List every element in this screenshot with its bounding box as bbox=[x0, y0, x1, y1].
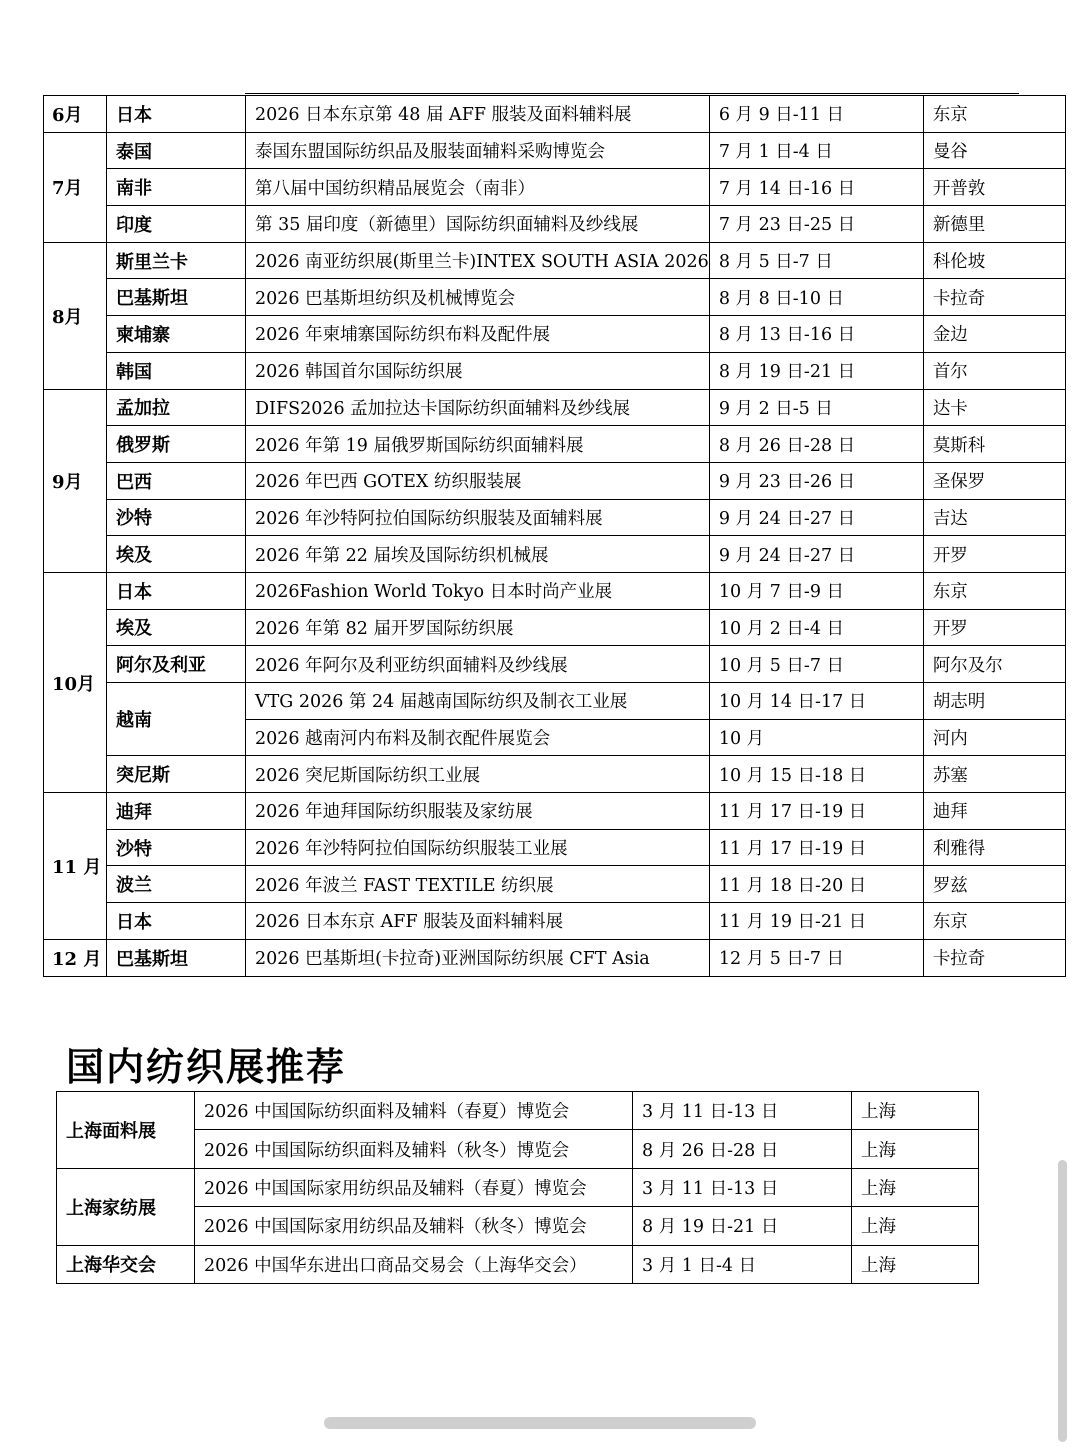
table-row bbox=[44, 389, 1066, 426]
country-cell: 泰国 bbox=[107, 132, 246, 169]
country-cell: 南非 bbox=[107, 169, 246, 206]
exhibition-name-cell: 2026 巴基斯坦(卡拉奇)亚洲国际纺织展 CFT Asia bbox=[246, 939, 710, 976]
country-cell: 巴基斯坦 bbox=[107, 279, 246, 316]
table-row bbox=[44, 609, 1066, 646]
table-row bbox=[44, 426, 1066, 463]
date-cell: 7 月 1 日-4 日 bbox=[709, 132, 923, 169]
date-cell: 8 月 8 日-10 日 bbox=[709, 279, 923, 316]
table-row bbox=[57, 1092, 979, 1130]
international-exhibitions-table bbox=[43, 95, 1066, 977]
exhibition-name-cell: 2026 中国国际家用纺织品及辅料（春夏）博览会 bbox=[195, 1168, 633, 1206]
date-cell: 9 月 24 日-27 日 bbox=[709, 536, 923, 573]
fair-group-cell: 上海家纺展 bbox=[57, 1168, 195, 1245]
country-cell: 波兰 bbox=[107, 866, 246, 903]
exhibition-name-cell: 2026 年第 19 届俄罗斯国际纺织面辅料展 bbox=[246, 426, 710, 463]
city-cell: 开普敦 bbox=[923, 169, 1065, 206]
city-cell: 胡志明 bbox=[923, 683, 1065, 720]
country-cell: 越南 bbox=[107, 683, 246, 756]
exhibition-name-cell: 第 35 届印度（新德里）国际纺织面辅料及纱线展 bbox=[246, 206, 710, 243]
exhibition-name-cell: 2026 越南河内布料及制衣配件展览会 bbox=[246, 719, 710, 756]
table-row bbox=[44, 96, 1066, 133]
date-cell: 12 月 5 日-7 日 bbox=[709, 939, 923, 976]
table-row bbox=[44, 169, 1066, 206]
exhibition-name-cell: 2026 年柬埔寨国际纺织布料及配件展 bbox=[246, 316, 710, 353]
exhibition-name-cell: 2026 中国国际纺织面料及辅料（春夏）博览会 bbox=[195, 1092, 633, 1130]
city-cell: 东京 bbox=[923, 903, 1065, 940]
date-cell: 8 月 19 日-21 日 bbox=[633, 1207, 852, 1245]
date-cell: 11 月 18 日-20 日 bbox=[709, 866, 923, 903]
city-cell: 上海 bbox=[852, 1092, 979, 1130]
date-cell: 8 月 5 日-7 日 bbox=[709, 242, 923, 279]
exhibition-name-cell: 2026 中国华东进出口商品交易会（上海华交会） bbox=[195, 1245, 633, 1283]
country-cell: 日本 bbox=[107, 572, 246, 609]
city-cell: 阿尔及尔 bbox=[923, 646, 1065, 683]
exhibition-name-cell: 2026 年迪拜国际纺织服装及家纺展 bbox=[246, 793, 710, 830]
vertical-scrollbar[interactable] bbox=[1058, 1160, 1067, 1442]
date-cell: 11 月 17 日-19 日 bbox=[709, 793, 923, 830]
top-rule bbox=[245, 93, 1019, 94]
table-row bbox=[44, 939, 1066, 976]
city-cell: 上海 bbox=[852, 1207, 979, 1245]
exhibition-name-cell: DIFS2026 孟加拉达卡国际纺织面辅料及纱线展 bbox=[246, 389, 710, 426]
date-cell: 9 月 24 日-27 日 bbox=[709, 499, 923, 536]
date-cell: 10 月 2 日-4 日 bbox=[709, 609, 923, 646]
table-row bbox=[44, 756, 1066, 793]
date-cell: 7 月 14 日-16 日 bbox=[709, 169, 923, 206]
date-cell: 3 月 11 日-13 日 bbox=[633, 1092, 852, 1130]
city-cell: 开罗 bbox=[923, 609, 1065, 646]
table-row bbox=[44, 352, 1066, 389]
table-row bbox=[44, 242, 1066, 279]
exhibition-name-cell: 2026 韩国首尔国际纺织展 bbox=[246, 352, 710, 389]
table-row bbox=[44, 206, 1066, 243]
table-row bbox=[44, 646, 1066, 683]
table-row bbox=[57, 1168, 979, 1206]
exhibition-name-cell: 2026 日本东京 AFF 服装及面料辅料展 bbox=[246, 903, 710, 940]
table-row bbox=[44, 499, 1066, 536]
date-cell: 10 月 bbox=[709, 719, 923, 756]
exhibition-name-cell: 2026Fashion World Tokyo 日本时尚产业展 bbox=[246, 572, 710, 609]
domestic-exhibitions-table bbox=[56, 1091, 979, 1284]
exhibition-name-cell: 2026 年第 22 届埃及国际纺织机械展 bbox=[246, 536, 710, 573]
city-cell: 东京 bbox=[923, 572, 1065, 609]
city-cell: 开罗 bbox=[923, 536, 1065, 573]
city-cell: 卡拉奇 bbox=[923, 939, 1065, 976]
city-cell: 金边 bbox=[923, 316, 1065, 353]
city-cell: 科伦坡 bbox=[923, 242, 1065, 279]
date-cell: 9 月 2 日-5 日 bbox=[709, 389, 923, 426]
table-row bbox=[44, 903, 1066, 940]
date-cell: 6 月 9 日-11 日 bbox=[709, 96, 923, 133]
country-cell: 巴西 bbox=[107, 462, 246, 499]
date-cell: 10 月 14 日-17 日 bbox=[709, 683, 923, 720]
date-cell: 8 月 19 日-21 日 bbox=[709, 352, 923, 389]
city-cell: 达卡 bbox=[923, 389, 1065, 426]
domestic-section-heading: 国内纺织展推荐 bbox=[66, 1044, 347, 1089]
exhibition-name-cell: 2026 巴基斯坦纺织及机械博览会 bbox=[246, 279, 710, 316]
date-cell: 3 月 1 日-4 日 bbox=[633, 1245, 852, 1283]
exhibition-name-cell: 2026 年阿尔及利亚纺织面辅料及纱线展 bbox=[246, 646, 710, 683]
month-cell: 10月 bbox=[44, 572, 107, 792]
country-cell: 印度 bbox=[107, 206, 246, 243]
date-cell: 9 月 23 日-26 日 bbox=[709, 462, 923, 499]
city-cell: 首尔 bbox=[923, 352, 1065, 389]
city-cell: 利雅得 bbox=[923, 829, 1065, 866]
exhibition-name-cell: 2026 中国国际纺织面料及辅料（秋冬）博览会 bbox=[195, 1130, 633, 1168]
table-row bbox=[44, 536, 1066, 573]
exhibition-name-cell: 第八届中国纺织精品展览会（南非） bbox=[246, 169, 710, 206]
country-cell: 迪拜 bbox=[107, 793, 246, 830]
city-cell: 河内 bbox=[923, 719, 1065, 756]
exhibition-name-cell: 2026 年第 82 届开罗国际纺织展 bbox=[246, 609, 710, 646]
table-row bbox=[44, 683, 1066, 720]
city-cell: 新德里 bbox=[923, 206, 1065, 243]
exhibition-name-cell: 2026 年沙特阿拉伯国际纺织服装及面辅料展 bbox=[246, 499, 710, 536]
city-cell: 苏塞 bbox=[923, 756, 1065, 793]
date-cell: 10 月 5 日-7 日 bbox=[709, 646, 923, 683]
city-cell: 上海 bbox=[852, 1130, 979, 1168]
table-row bbox=[57, 1130, 979, 1168]
exhibition-name-cell: 2026 年波兰 FAST TEXTILE 纺织展 bbox=[246, 866, 710, 903]
country-cell: 巴基斯坦 bbox=[107, 939, 246, 976]
table-row bbox=[44, 829, 1066, 866]
date-cell: 10 月 15 日-18 日 bbox=[709, 756, 923, 793]
city-cell: 莫斯科 bbox=[923, 426, 1065, 463]
fair-group-cell: 上海华交会 bbox=[57, 1245, 195, 1283]
table-row bbox=[44, 316, 1066, 353]
date-cell: 11 月 19 日-21 日 bbox=[709, 903, 923, 940]
date-cell: 3 月 11 日-13 日 bbox=[633, 1168, 852, 1206]
date-cell: 8 月 26 日-28 日 bbox=[709, 426, 923, 463]
exhibition-name-cell: VTG 2026 第 24 届越南国际纺织及制衣工业展 bbox=[246, 683, 710, 720]
date-cell: 11 月 17 日-19 日 bbox=[709, 829, 923, 866]
country-cell: 突尼斯 bbox=[107, 756, 246, 793]
horizontal-scrollbar[interactable] bbox=[324, 1417, 756, 1429]
country-cell: 埃及 bbox=[107, 609, 246, 646]
country-cell: 沙特 bbox=[107, 499, 246, 536]
fair-group-cell: 上海面料展 bbox=[57, 1092, 195, 1169]
exhibition-name-cell: 2026 年沙特阿拉伯国际纺织服装工业展 bbox=[246, 829, 710, 866]
table-row bbox=[57, 1207, 979, 1245]
city-cell: 东京 bbox=[923, 96, 1065, 133]
city-cell: 圣保罗 bbox=[923, 462, 1065, 499]
table-row bbox=[44, 279, 1066, 316]
city-cell: 罗兹 bbox=[923, 866, 1065, 903]
month-cell: 8月 bbox=[44, 242, 107, 389]
table-row bbox=[44, 866, 1066, 903]
exhibition-name-cell: 2026 日本东京第 48 届 AFF 服装及面料辅料展 bbox=[246, 96, 710, 133]
table-row bbox=[44, 462, 1066, 499]
exhibition-name-cell: 2026 年巴西 GOTEX 纺织服装展 bbox=[246, 462, 710, 499]
city-cell: 曼谷 bbox=[923, 132, 1065, 169]
exhibition-name-cell: 2026 中国国际家用纺织品及辅料（秋冬）博览会 bbox=[195, 1207, 633, 1245]
table-row bbox=[44, 793, 1066, 830]
country-cell: 俄罗斯 bbox=[107, 426, 246, 463]
month-cell: 7月 bbox=[44, 132, 107, 242]
month-cell: 6月 bbox=[44, 96, 107, 133]
month-cell: 12 月 bbox=[44, 939, 107, 976]
country-cell: 斯里兰卡 bbox=[107, 242, 246, 279]
country-cell: 沙特 bbox=[107, 829, 246, 866]
month-cell: 11 月 bbox=[44, 793, 107, 940]
city-cell: 迪拜 bbox=[923, 793, 1065, 830]
month-cell: 9月 bbox=[44, 389, 107, 572]
date-cell: 8 月 13 日-16 日 bbox=[709, 316, 923, 353]
table-row bbox=[44, 132, 1066, 169]
city-cell: 上海 bbox=[852, 1168, 979, 1206]
city-cell: 吉达 bbox=[923, 499, 1065, 536]
country-cell: 埃及 bbox=[107, 536, 246, 573]
city-cell: 卡拉奇 bbox=[923, 279, 1065, 316]
country-cell: 阿尔及利亚 bbox=[107, 646, 246, 683]
table-row bbox=[44, 572, 1066, 609]
country-cell: 日本 bbox=[107, 96, 246, 133]
date-cell: 8 月 26 日-28 日 bbox=[633, 1130, 852, 1168]
country-cell: 孟加拉 bbox=[107, 389, 246, 426]
exhibition-name-cell: 2026 南亚纺织展(斯里兰卡)INTEX SOUTH ASIA 2026 bbox=[246, 242, 710, 279]
exhibition-name-cell: 泰国东盟国际纺织品及服装面辅料采购博览会 bbox=[246, 132, 710, 169]
table-row bbox=[57, 1245, 979, 1283]
date-cell: 7 月 23 日-25 日 bbox=[709, 206, 923, 243]
country-cell: 柬埔寨 bbox=[107, 316, 246, 353]
city-cell: 上海 bbox=[852, 1245, 979, 1283]
country-cell: 日本 bbox=[107, 903, 246, 940]
exhibition-name-cell: 2026 突尼斯国际纺织工业展 bbox=[246, 756, 710, 793]
country-cell: 韩国 bbox=[107, 352, 246, 389]
date-cell: 10 月 7 日-9 日 bbox=[709, 572, 923, 609]
